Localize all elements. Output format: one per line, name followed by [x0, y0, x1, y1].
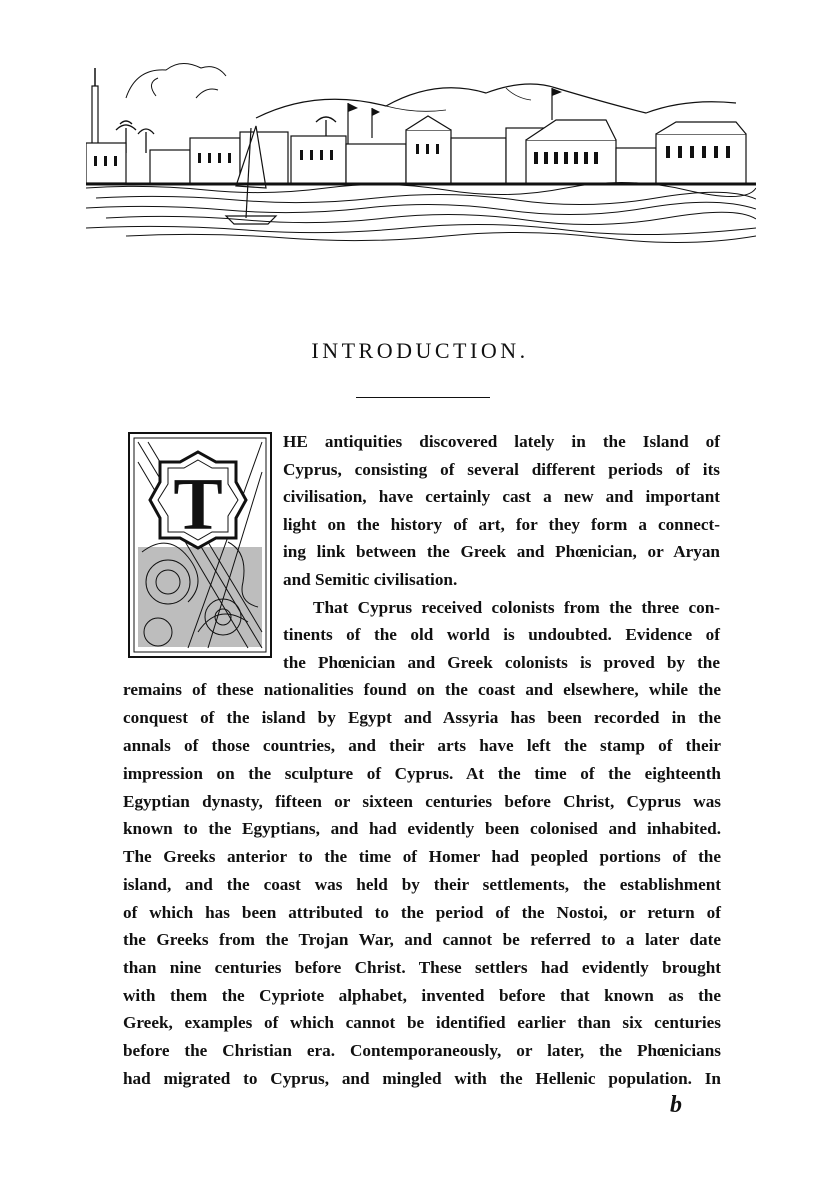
engraving-hills — [256, 84, 736, 118]
title-rule — [356, 397, 490, 398]
text-line: the Phœnician and Greek colonists is proved by the — [283, 653, 720, 672]
text-line: HE antiquities discovered lately in the Island of — [283, 432, 720, 451]
text-line: ing link between the Greek and Phœnician, or Aryan — [283, 542, 720, 561]
drop-cap-letter: T — [173, 464, 223, 546]
page-title: INTRODUCTION. — [311, 338, 529, 363]
minaret — [92, 86, 98, 146]
text-line: impression on the sculpture of Cyprus. At the time of the eighteenth — [123, 764, 721, 783]
text-line: and Semitic civilisation. — [283, 570, 458, 589]
text-line: light on the history of art, for they form a connect- — [283, 515, 720, 534]
text-line: annals of those countries, and their arts have left the stamp of their — [123, 736, 721, 755]
text-line: had migrated to Cyprus, and mingled with the Hellenic population. In — [123, 1069, 721, 1088]
text-line: the Greeks from the Trojan War, and cannot be referred to a later date — [123, 930, 721, 949]
signature-mark: b — [670, 1092, 682, 1118]
text-line: civilisation, have certainly cast a new and important — [283, 487, 720, 506]
text-line: tinents of the old world is undoubted. Evidence of — [283, 625, 720, 644]
text-line: That Cyprus received colonists from the three con- — [313, 598, 720, 617]
text-line: before the Christian era. Contemporaneously, or later, the Phœnicians — [123, 1041, 721, 1060]
text-line: The Greeks anterior to the time of Homer had peopled portions of the — [123, 847, 721, 866]
harbour-engraving — [86, 58, 756, 248]
text-line: island, and the coast was held by their settlements, the establishment — [123, 875, 721, 894]
text-line: than nine centuries before Christ. These settlers had evidently brought — [123, 958, 721, 977]
text-line: Greek, examples of which cannot be identified earlier than six centuries — [123, 1013, 721, 1032]
text-line: Cyprus, consisting of several different periods of its — [283, 460, 720, 479]
engraving-clouds — [126, 63, 226, 98]
sea-waves — [86, 182, 756, 242]
text-line: conquest of the island by Egypt and Assyria has been recorded in the — [123, 708, 721, 727]
text-line: of which has been attributed to the period of the Nostoi, or return of — [123, 903, 721, 922]
decorated-initial — [128, 432, 272, 658]
text-line: with them the Cypriote alphabet, invented before that known as the — [123, 986, 721, 1005]
text-line: Egyptian dynasty, fifteen or sixteen centuries before Christ, Cyprus was — [123, 792, 721, 811]
text-line: remains of these nationalities found on the coast and elsewhere, while the — [123, 680, 721, 699]
text-line: known to the Egyptians, and had evidently been colonised and inhabited. — [123, 819, 721, 838]
